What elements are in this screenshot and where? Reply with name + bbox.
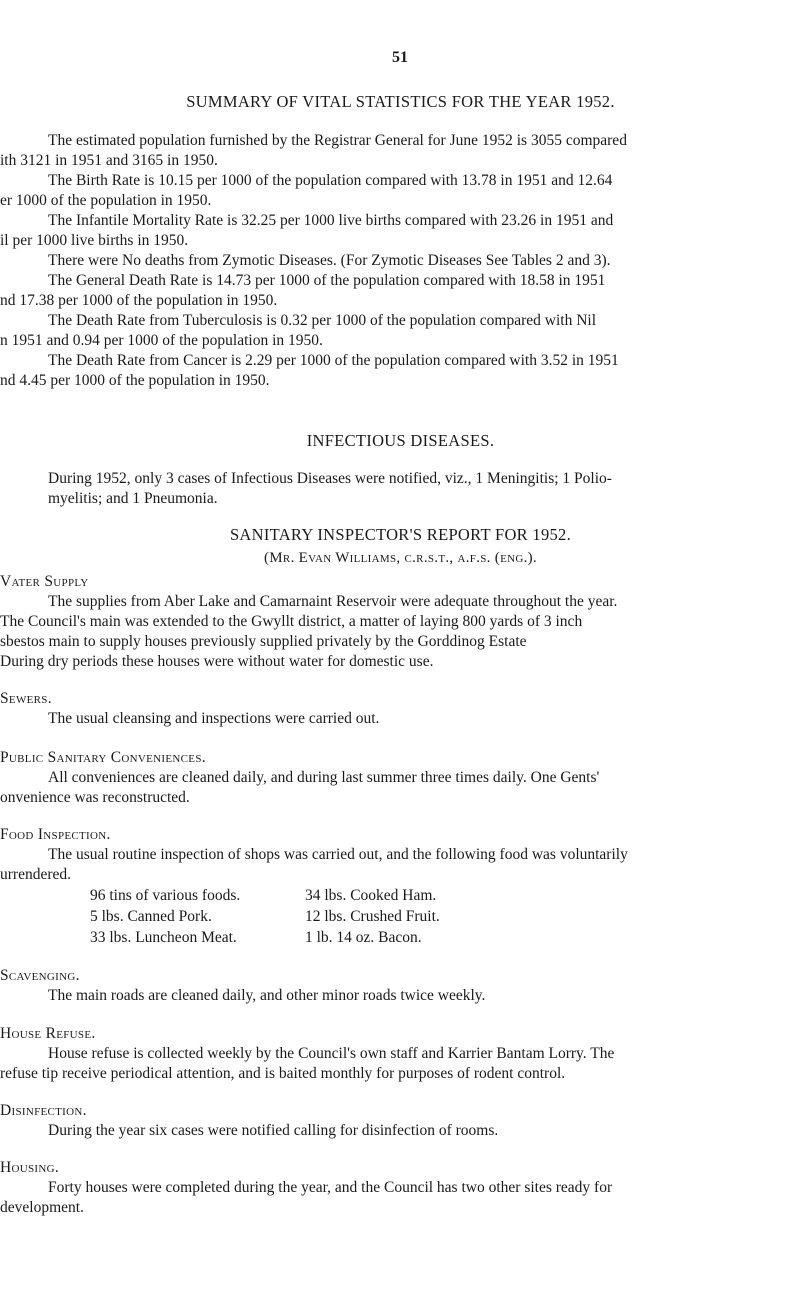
- summary-line: il per 1000 live births in 1950.: [0, 232, 189, 249]
- infectious-title: INFECTIOUS DISEASES.: [306, 431, 495, 450]
- summary-line: There were No deaths from Zymotic Diseases. (For Zymotic Diseases See Tables 2 and 3).: [48, 252, 611, 269]
- infectious-line: During 1952, only 3 cases of Infectious Diseases were notified, viz., 1 Meningitis; 1 Polio-: [48, 470, 612, 487]
- conveniences-heading: Public Sanitary Conveniences.: [0, 749, 206, 766]
- scavenging-section: [0, 966, 770, 1006]
- disinfection-line: During the year six cases were notified calling for disinfection of rooms.: [48, 1122, 499, 1139]
- page-number: 51: [392, 49, 408, 66]
- sewers-heading: Sewers.: [0, 690, 52, 707]
- food-line: urrendered.: [0, 866, 71, 883]
- summary-line: ith 3121 in 1951 and 3165 in 1950.: [0, 152, 218, 169]
- housing-line: development.: [0, 1199, 84, 1216]
- food-item: 5 lbs. Canned Pork.: [90, 908, 212, 925]
- infectious-section: [0, 469, 770, 509]
- summary-line: The Birth Rate is 10.15 per 1000 of the population compared with 13.78 in 1951 and 12.64: [48, 172, 613, 189]
- food-item-row: [90, 907, 690, 928]
- housing-line: Forty houses were completed during the year, and the Council has two other sites ready for: [48, 1179, 613, 1196]
- disinfection-section: [0, 1101, 770, 1141]
- disinfection-heading: Disinfection.: [0, 1102, 87, 1119]
- summary-title: SUMMARY OF VITAL STATISTICS FOR THE YEAR 1952.: [186, 92, 615, 111]
- water-line: The Council's main was extended to the Gwyllt district, a matter of laying 800 yards of 3 inch: [0, 613, 583, 630]
- sanitary-title: SANITARY INSPECTOR'S REPORT FOR 1952.: [229, 525, 572, 544]
- conveniences-line: All conveniences are cleaned daily, and during last summer three times daily. One Gents': [48, 769, 600, 786]
- summary-line: The Death Rate from Tuberculosis is 0.32 per 1000 of the population compared with Nil: [48, 312, 597, 329]
- food-item: 12 lbs. Crushed Fruit.: [305, 908, 440, 925]
- conveniences-section: [0, 748, 770, 808]
- summary-line: The estimated population furnished by the Registrar General for June 1952 is 3055 compared: [48, 132, 627, 149]
- summary-line: The Infantile Mortality Rate is 32.25 per 1000 live births compared with 23.26 in 1951 and: [48, 212, 614, 229]
- water-heading: Vater Supply: [0, 573, 89, 590]
- refuse-line: refuse tip receive periodical attention, and is baited monthly for purposes of rodent control.: [0, 1065, 566, 1082]
- food-item-row: [90, 928, 690, 949]
- infectious-line: myelitis; and 1 Pneumonia.: [48, 490, 218, 507]
- summary-section: [0, 131, 770, 391]
- food-items-list: [90, 886, 690, 949]
- summary-line: nd 17.38 per 1000 of the population in 1950.: [0, 292, 278, 309]
- water-section: [0, 572, 770, 672]
- scavenging-heading: Scavenging.: [0, 967, 80, 984]
- food-heading: Food Inspection.: [0, 826, 111, 843]
- summary-line: The Death Rate from Cancer is 2.29 per 1000 of the population compared with 3.52 in 1951: [48, 352, 619, 369]
- refuse-heading: House Refuse.: [0, 1025, 96, 1042]
- food-item: 34 lbs. Cooked Ham.: [305, 887, 437, 904]
- food-item: 33 lbs. Luncheon Meat.: [90, 929, 237, 946]
- sanitary-subtitle: (Mr. Evan Williams, c.r.s.t., a.f.s. (eng.).: [264, 550, 537, 566]
- housing-section: [0, 1158, 770, 1218]
- food-section: [0, 825, 770, 885]
- refuse-line: House refuse is collected weekly by the Council's own staff and Karrier Bantam Lorry. The: [48, 1045, 615, 1062]
- scavenging-line: The main roads are cleaned daily, and other minor roads twice weekly.: [48, 987, 486, 1004]
- summary-line: n 1951 and 0.94 per 1000 of the population in 1950.: [0, 332, 323, 349]
- food-item-row: [90, 886, 690, 907]
- water-line: During dry periods these houses were without water for domestic use.: [0, 653, 434, 670]
- conveniences-line: onvenience was reconstructed.: [0, 789, 190, 806]
- food-item: 96 tins of various foods.: [90, 887, 241, 904]
- refuse-section: [0, 1024, 770, 1084]
- food-line: The usual routine inspection of shops was carried out, and the following food was voluntarily: [48, 846, 628, 863]
- housing-heading: Housing.: [0, 1159, 60, 1176]
- summary-line: nd 4.45 per 1000 of the population in 1950.: [0, 372, 270, 389]
- sewers-section: [0, 689, 770, 729]
- summary-line: The General Death Rate is 14.73 per 1000 of the population compared with 18.58 in 1951: [48, 272, 606, 289]
- sewers-line: The usual cleansing and inspections were carried out.: [48, 710, 380, 727]
- food-item: 1 lb. 14 oz. Bacon.: [305, 929, 422, 946]
- water-line: sbestos main to supply houses previously supplied privately by the Gorddinog Estate: [0, 633, 527, 650]
- water-line: The supplies from Aber Lake and Camarnaint Reservoir were adequate throughout the year.: [48, 593, 618, 610]
- summary-line: er 1000 of the population in 1950.: [0, 192, 212, 209]
